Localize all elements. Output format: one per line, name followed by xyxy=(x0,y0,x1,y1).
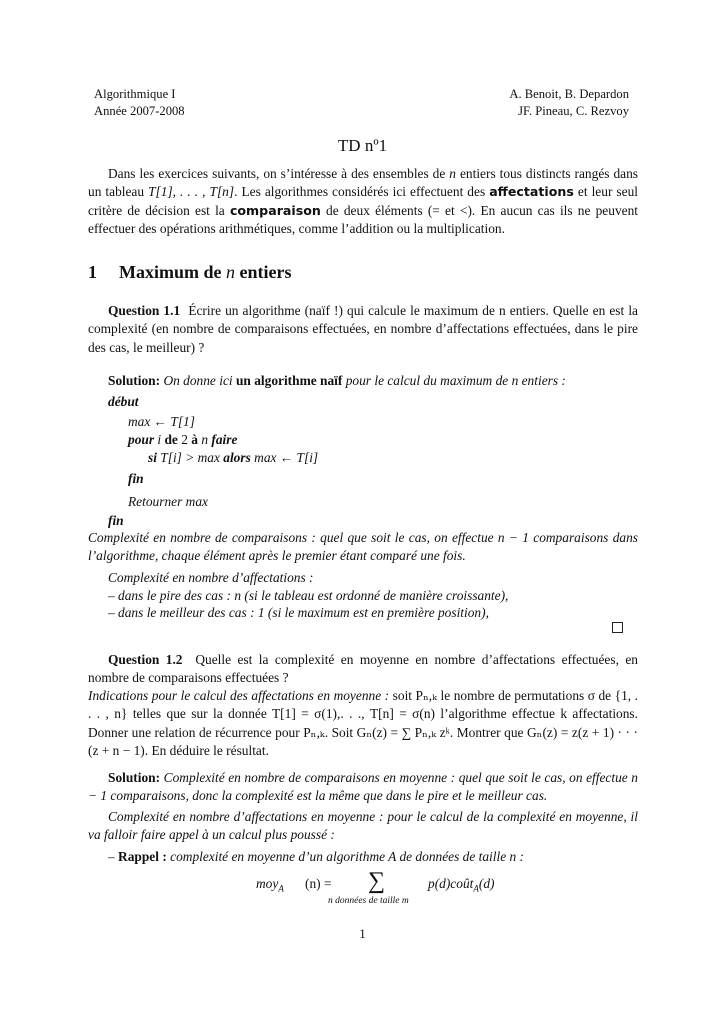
code-debut: début xyxy=(108,394,139,409)
complexity-affectations-title: Complexité en nombre d’affectations : xyxy=(108,570,314,585)
keyword-comparaison: comparaison xyxy=(229,202,321,218)
sum-symbol-icon: ∑ xyxy=(368,868,386,894)
intro-paragraph: Dans les exercices suivants, on s’intéresse à des ensembles de n entiers tous distincts rangés dans un tableau T[1], . . . , T[n]. Les algorithmes considérés ici effectuent des affectations et leur seul critère de décision est la comparaison de deux éléments (= et <). En aucun cas ils ne peuvent effectuer des opérations arithmétiques, comme l’addition ou la multiplication. xyxy=(88,166,639,237)
question-1-1: Question 1.1 Écrire un algorithme (naïf !) qui calcule le maximum de n entiers. Quelle en est la complexité (en nombre de comparaisons effectuées, en nombre d’affectations effectuées, dans le pire des cas, le meilleur) ? xyxy=(88,303,638,355)
section-heading: 1 Maximum de n entiers xyxy=(88,262,292,282)
code-line-init: max ← T[1] xyxy=(128,414,195,429)
solution-1-2-comparisons: Solution: Complexité en nombre de comparaisons en moyenne : quel que soit le cas, on effectue n − 1 comparaisons, donc la complexité est la même que dans le pire et le meilleur cas. xyxy=(88,770,638,804)
worst-case-item: – dans le pire des cas : n (si le tableau est ordonné de manière croissante), xyxy=(108,588,509,603)
average-complexity-formula: moy$_A$ (n) = ∑ n données de taille m p(d)coût$_A$(d) xyxy=(256,868,495,906)
best-case-item: – dans le meilleur des cas : 1 (si le maximum est en première position), xyxy=(108,605,489,620)
algorithm-block xyxy=(108,393,628,533)
academic-year: Année 2007-2008 xyxy=(94,104,185,118)
sum-subscript: n données de taille m xyxy=(328,896,409,906)
page-number: 1 xyxy=(359,926,366,941)
solution-1-2-affectations: Complexité en nombre d’affectations en moyenne : pour le calcul de la complexité en moyenne, il va falloir faire appel à un calcul plus poussé : xyxy=(88,809,638,843)
course-name: Algorithmique I xyxy=(94,87,176,101)
authors-line1: A. Benoit, B. Depardon xyxy=(509,87,629,101)
complexity-comparisons: Complexité en nombre de comparaisons : quel que soit le cas, on effectue n − 1 comparaisons dans l’algorithme, chaque élément après le premier étant comparé une fois. xyxy=(88,530,638,564)
qed-box-icon xyxy=(612,622,623,633)
code-line-for: pour i de 2 à n faire xyxy=(128,432,238,447)
code-fin-outer: fin xyxy=(108,513,124,528)
keyword-affectations: affectations xyxy=(489,184,574,200)
question-label: Question 1.1 xyxy=(108,303,181,318)
code-line-if: si T[i] > max alors max ← T[i] xyxy=(148,450,319,465)
code-fin-inner: fin xyxy=(128,471,144,486)
question-1-2: Question 1.2 Quelle est la complexité en moyenne en nombre d’affectations effectuées, en nombre de comparaisons effectuées ? xyxy=(88,652,638,686)
page-title: TD nº1 xyxy=(337,136,388,155)
rappel-item: – Rappel : complexité en moyenne d’un algorithme A de données de taille n : xyxy=(108,849,525,864)
authors-line2: JF. Pineau, C. Rezvoy xyxy=(518,104,629,118)
solution-1-1-intro: Solution: On donne ici un algorithme naïf pour le calcul du maximum de n entiers : xyxy=(108,373,566,388)
question-1-2-hints: Indications pour le calcul des affectations en moyenne : soit Pₙ,ₖ le nombre de permutations σ de {1, . . . , n} telles que sur la donnée T[1] = σ(1),. . ., T[n] = σ(n) l’algorithme effectue k affectations. Donner une relation de récurrence pour Pₙ,ₖ. Soit Gₙ(z) = ∑ Pₙ,ₖ zᵏ. Montrer que Gₙ(z) = z(z + 1) · · · (z + n − 1). En déduire le résultat. xyxy=(88,688,638,759)
question-label: Question 1.2 xyxy=(108,652,183,667)
code-return: Retourner max xyxy=(128,494,208,509)
section-number: 1 xyxy=(88,262,97,282)
